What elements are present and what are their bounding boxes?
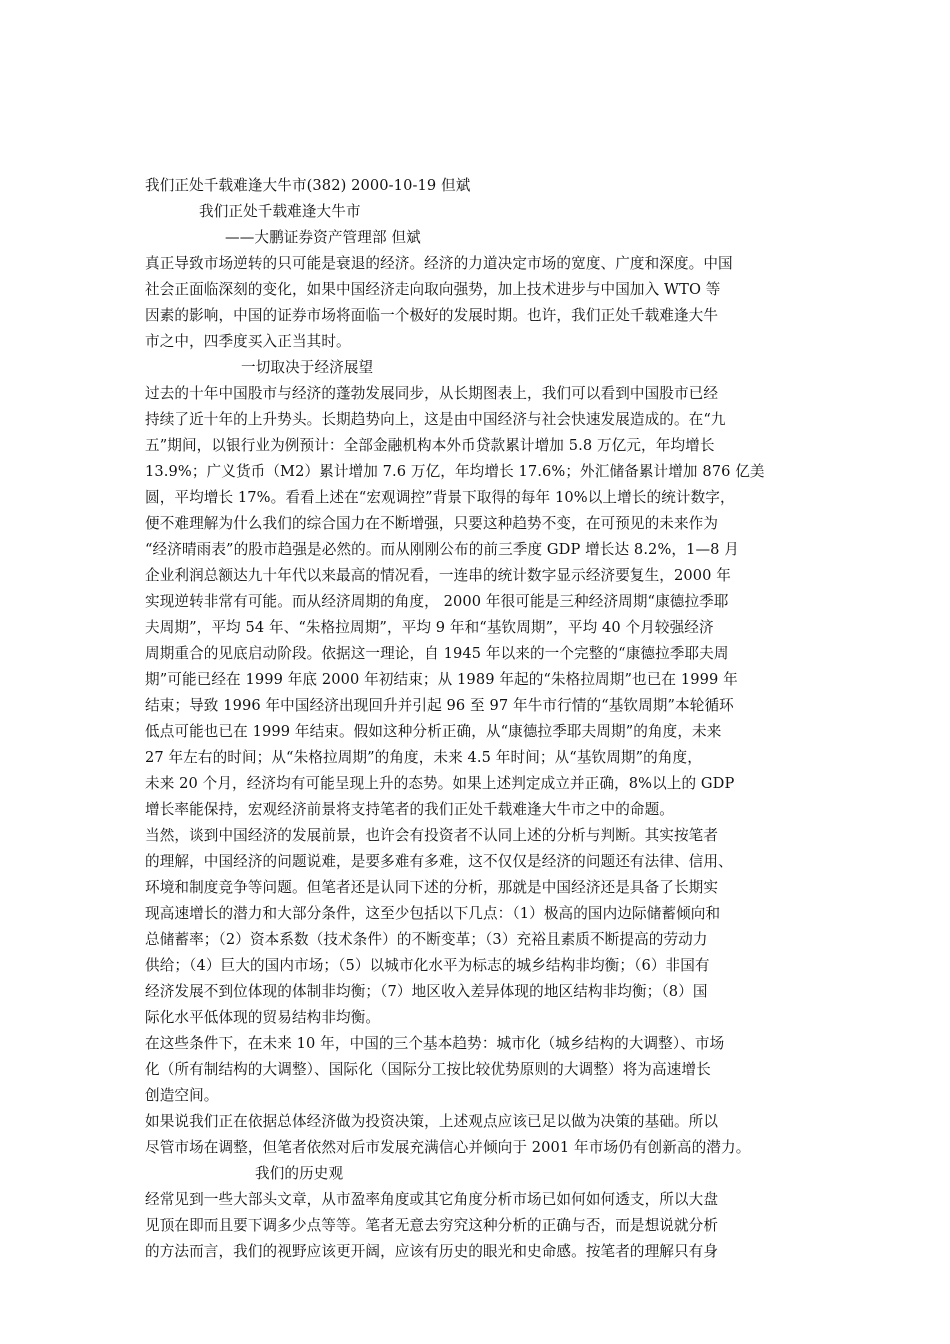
section1-paragraph-1 [145, 381, 813, 823]
text-line: 27 年左右的时间；从“朱格拉周期”的角度，未来 4.5 年时间；从“基钦周期”的角度， [145, 749, 702, 766]
text-line: 环境和制度竞争等问题。但笔者还是认同下述的分析，那就是中国经济还是具备了长期实 [145, 879, 719, 896]
text-line: 低点可能也已在 1999 年结束。假如这种分析正确，从“康德拉季耶夫周期”的角度，未来 [145, 723, 722, 740]
text-line: 13.9%；广义货币（M2）累计增加 7.6 万亿，年均增长 17.6%；外汇储备累计增加 876 亿美 [145, 463, 765, 480]
document-page [145, 173, 813, 1265]
text-line: 过去的十年中国股市与经济的蓬勃发展同步，从长期图表上，我们可以看到中国股市已经 [145, 385, 719, 402]
text-line: 化（所有制结构的大调整）、国际化（国际分工按比较优势原则的大调整）将为高速增长 [145, 1061, 711, 1078]
text-line: 增长率能保持，宏观经济前景将支持笔者的我们正处千载难逢大牛市之中的命题。 [145, 801, 674, 818]
section1-paragraph-3 [145, 1031, 813, 1109]
text-line: “经济晴雨表”的股市趋强是必然的。而从刚刚公布的前三季度 GDP 增长达 8.2%，1—8 月 [145, 541, 740, 558]
text-line: 的理解，中国经济的问题说难，是要多难有多难，这不仅仅是经济的问题还有法律、信用、 [145, 853, 733, 870]
text-line: 未来 20 个月，经济均有可能呈现上升的态势。如果上述判定成立并正确，8%以上的 GDP [145, 775, 735, 792]
text-line: 结束；导致 1996 年中国经济出现回升并引起 96 至 97 年牛市行情的“基钦周期”本轮循环 [145, 697, 734, 714]
text-line: 周期重合的见底启动阶段。依据这一理论，自 1945 年以来的一个完整的“康德拉季耶夫周 [145, 645, 729, 662]
section1-paragraph-4 [145, 1109, 813, 1161]
text-line: 现高速增长的潜力和大部分条件，这至少包括以下几点：（1）极高的国内边际储蓄倾向和 [145, 905, 721, 922]
text-line: 市之中，四季度买入正当其时。 [145, 333, 351, 350]
section1-paragraph-2 [145, 823, 813, 1031]
text-line: 见顶在即而且要下调多少点等等。笔者无意去穷究这种分析的正确与否，而是想说就分析 [145, 1217, 719, 1234]
section-heading-economy: 一切取决于经济展望 [241, 359, 374, 376]
text-line: 在这些条件下，在未来 10 年，中国的三个基本趋势：城市化（城乡结构的大调整）、市场 [145, 1035, 725, 1052]
text-line: 实现逆转非常有可能。而从经济周期的角度， 2000 年很可能是三种经济周期“康德拉季耶 [145, 593, 729, 610]
text-line: 供给；（4）巨大的国内市场；（5）以城市化水平为标志的城乡结构非均衡；（6）非国有 [145, 957, 710, 974]
text-line: 真正导致市场逆转的只可能是衰退的经济。经济的力道决定市场的宽度、广度和深度。中国 [145, 255, 733, 272]
text-line: 如果说我们正在依据总体经济做为投资决策，上述观点应该已足以做为决策的基础。所以 [145, 1113, 719, 1130]
text-line: 持续了近十年的上升势头。长期趋势向上，这是由中国经济与社会快速发展造成的。在“九 [145, 411, 726, 428]
text-line: 际化水平低体现的贸易结构非均衡。 [145, 1009, 381, 1026]
text-line: 夫周期”，平均 54 年、“朱格拉周期”，平均 9 年和“基钦周期”，平均 40 个月较强经济 [145, 619, 714, 636]
text-line: 经常见到一些大部头文章，从市盈率角度或其它角度分析市场已如何如何透支，所以大盘 [145, 1191, 719, 1208]
document-header: 我们正处千载难逢大牛市(382) 2000-10-19 但斌 [145, 177, 471, 194]
text-line: 期”可能已经在 1999 年底 2000 年初结束；从 1989 年起的“朱格拉周期”也已在 1999 年 [145, 671, 738, 688]
text-line: 当然，谈到中国经济的发展前景，也许会有投资者不认同上述的分析与判断。其实按笔者 [145, 827, 719, 844]
text-line: 圆，平均增长 17%。看看上述在“宏观调控”背景下取得的每年 10%以上增长的统计数字， [145, 489, 735, 506]
text-line: 经济发展不到位体现的体制非均衡；（7）地区收入差异体现的地区结构非均衡；（8）国 [145, 983, 708, 1000]
text-line: 尽管市场在调整，但笔者依然对后市发展充满信心并倾向于 2001 年市场仍有创新高的潜力。 [145, 1139, 751, 1156]
article-author: ——大鹏证券资产管理部 但斌 [225, 229, 421, 246]
text-line: 企业利润总额达九十年代以来最高的情况看，一连串的统计数字显示经济要复生，2000 年 [145, 567, 731, 584]
text-line: 总储蓄率；（2）资本系数（技术条件）的不断变革；（3）充裕且素质不断提高的劳动力 [145, 931, 708, 948]
text-line: 社会正面临深刻的变化，如果中国经济走向取向强势，加上技术进步与中国加入 WTO 等 [145, 281, 721, 298]
text-line: 便不难理解为什么我们的综合国力在不断增强，只要这种趋势不变，在可预见的未来作为 [145, 515, 719, 532]
intro-paragraph [145, 251, 813, 355]
section2-paragraph [145, 1187, 813, 1265]
text-line: 五”期间，以银行业为例预计：全部金融机构本外币贷款累计增加 5.8 万亿元，年均增长 [145, 437, 715, 454]
article-title: 我们正处千载难逢大牛市 [199, 203, 361, 220]
text-line: 因素的影响，中国的证券市场将面临一个极好的发展时期。也许，我们正处千载难逢大牛 [145, 307, 719, 324]
text-line: 的方法而言，我们的视野应该更开阔，应该有历史的眼光和史命感。按笔者的理解只有身 [145, 1243, 719, 1260]
text-line: 创造空间。 [145, 1087, 219, 1104]
section-heading-history: 我们的历史观 [255, 1165, 344, 1182]
